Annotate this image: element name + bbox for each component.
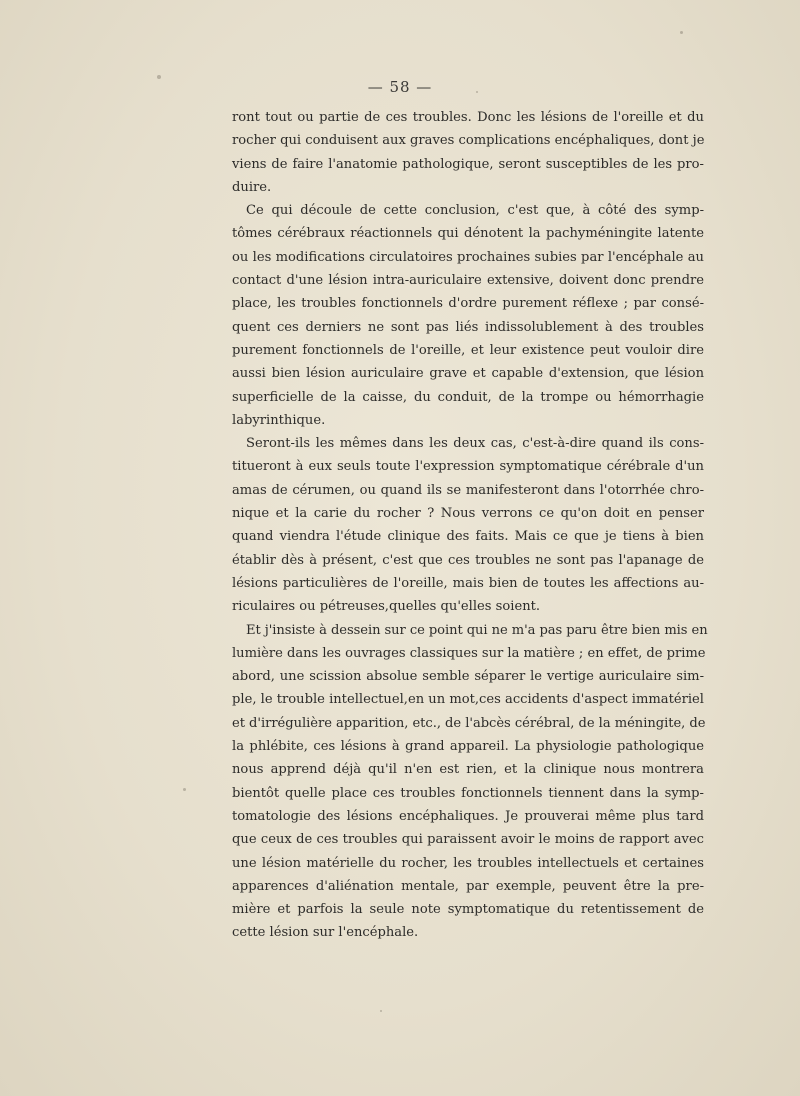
text-line: la phlébite, ces lésions à grand appareil. La physiologie pathologique: [232, 739, 704, 755]
text-line: et d'irrégulière apparition, etc., de l'abcès cérébral, de la méningite, de: [232, 715, 706, 731]
text-line: que ceux de ces troubles qui paraissent avoir le moins de rapport avec: [232, 832, 704, 848]
paragraph-2: [232, 199, 704, 432]
text-line: aussi bien lésion auriculaire grave et capable d'extension, que lésion: [232, 366, 704, 382]
text-line: contact d'une lésion intra-auriculaire extensive, doivent donc prendre: [232, 273, 704, 289]
page-number: — 58 —: [367, 78, 433, 96]
text-line: Et j'insiste à dessein sur ce point qui ne m'a pas paru être bien mis en: [246, 622, 708, 638]
text-line: duire.: [232, 179, 272, 195]
text-line: tomatologie des lésions encéphaliques. Je prouverai même plus tard: [232, 808, 704, 824]
text-line: abord, une scission absolue semble séparer le vertige auriculaire sim-: [232, 669, 704, 685]
text-line: une lésion matérielle du rocher, les troubles intellectuels et certaines: [232, 855, 704, 871]
paragraph-1: [232, 106, 704, 199]
text-line: amas de cérumen, ou quand ils se manifesteront dans l'otorrhée chro-: [232, 482, 704, 498]
text-line: Seront-ils les mêmes dans les deux cas, c'est-à-dire quand ils cons-: [246, 436, 704, 452]
text-line: cette lésion sur l'encéphale.: [232, 925, 419, 941]
text-line: ou les modifications circulatoires prochaines subies par l'encéphale au: [232, 249, 704, 265]
text-line: lumière dans les ouvrages classiques sur la matière ; en effet, de prime: [232, 645, 706, 661]
paragraph-4: [232, 619, 708, 945]
text-line: labyrinthique.: [232, 412, 326, 428]
paper-speck: [680, 31, 683, 34]
text-line: superficielle de la caisse, du conduit, de la trompe ou hémorrhagie: [232, 389, 704, 405]
text-line: Ce qui découle de cette conclusion, c'est que, à côté des symp-: [246, 203, 704, 219]
text-line: établir dès à présent, c'est que ces troubles ne sont pas l'apanage de: [232, 552, 704, 568]
paper-speck: [380, 1010, 382, 1012]
text-line: nique et la carie du rocher ? Nous verrons ce qu'on doit en penser: [232, 506, 704, 522]
text-line: place, les troubles fonctionnels d'ordre purement réflexe ; par consé-: [232, 296, 704, 312]
paper-speck: [183, 788, 186, 791]
text-line: titueront à eux seuls toute l'expression symptomatique cérébrale d'un: [232, 459, 704, 475]
text-line: viens de faire l'anatomie pathologique, seront susceptibles de les pro-: [232, 156, 704, 172]
text-line: riculaires ou pétreuses,quelles qu'elles soient.: [232, 599, 541, 615]
text-line: purement fonctionnels de l'oreille, et leur existence peut vouloir dire: [232, 342, 704, 358]
text-line: nous apprend déjà qu'il n'en est rien, et la clinique nous montrera: [232, 762, 704, 778]
body-text: [232, 106, 708, 945]
text-line: rocher qui conduisent aux graves complications encéphaliques, dont je: [232, 133, 705, 149]
text-line: ple, le trouble intellectuel,en un mot,ces accidents d'aspect immatériel: [232, 692, 704, 708]
text-line: bientôt quelle place ces troubles fonctionnels tiennent dans la symp-: [232, 785, 704, 801]
text-line: apparences d'aliénation mentale, par exemple, peuvent être la pre-: [232, 878, 704, 894]
text-line: lésions particulières de l'oreille, mais bien de toutes les affections au-: [232, 575, 704, 591]
text-line: tômes cérébraux réactionnels qui dénotent la pachyméningite latente: [232, 226, 704, 242]
text-line: quand viendra l'étude clinique des faits. Mais ce que je tiens à bien: [232, 529, 704, 545]
text-line: mière et parfois la seule note symptomatique du retentissement de: [232, 902, 704, 918]
text-line: quent ces derniers ne sont pas liés indissolublement à des troubles: [232, 319, 704, 335]
paragraph-3: [232, 432, 704, 618]
text-line: ront tout ou partie de ces troubles. Donc les lésions de l'oreille et du: [232, 110, 704, 125]
